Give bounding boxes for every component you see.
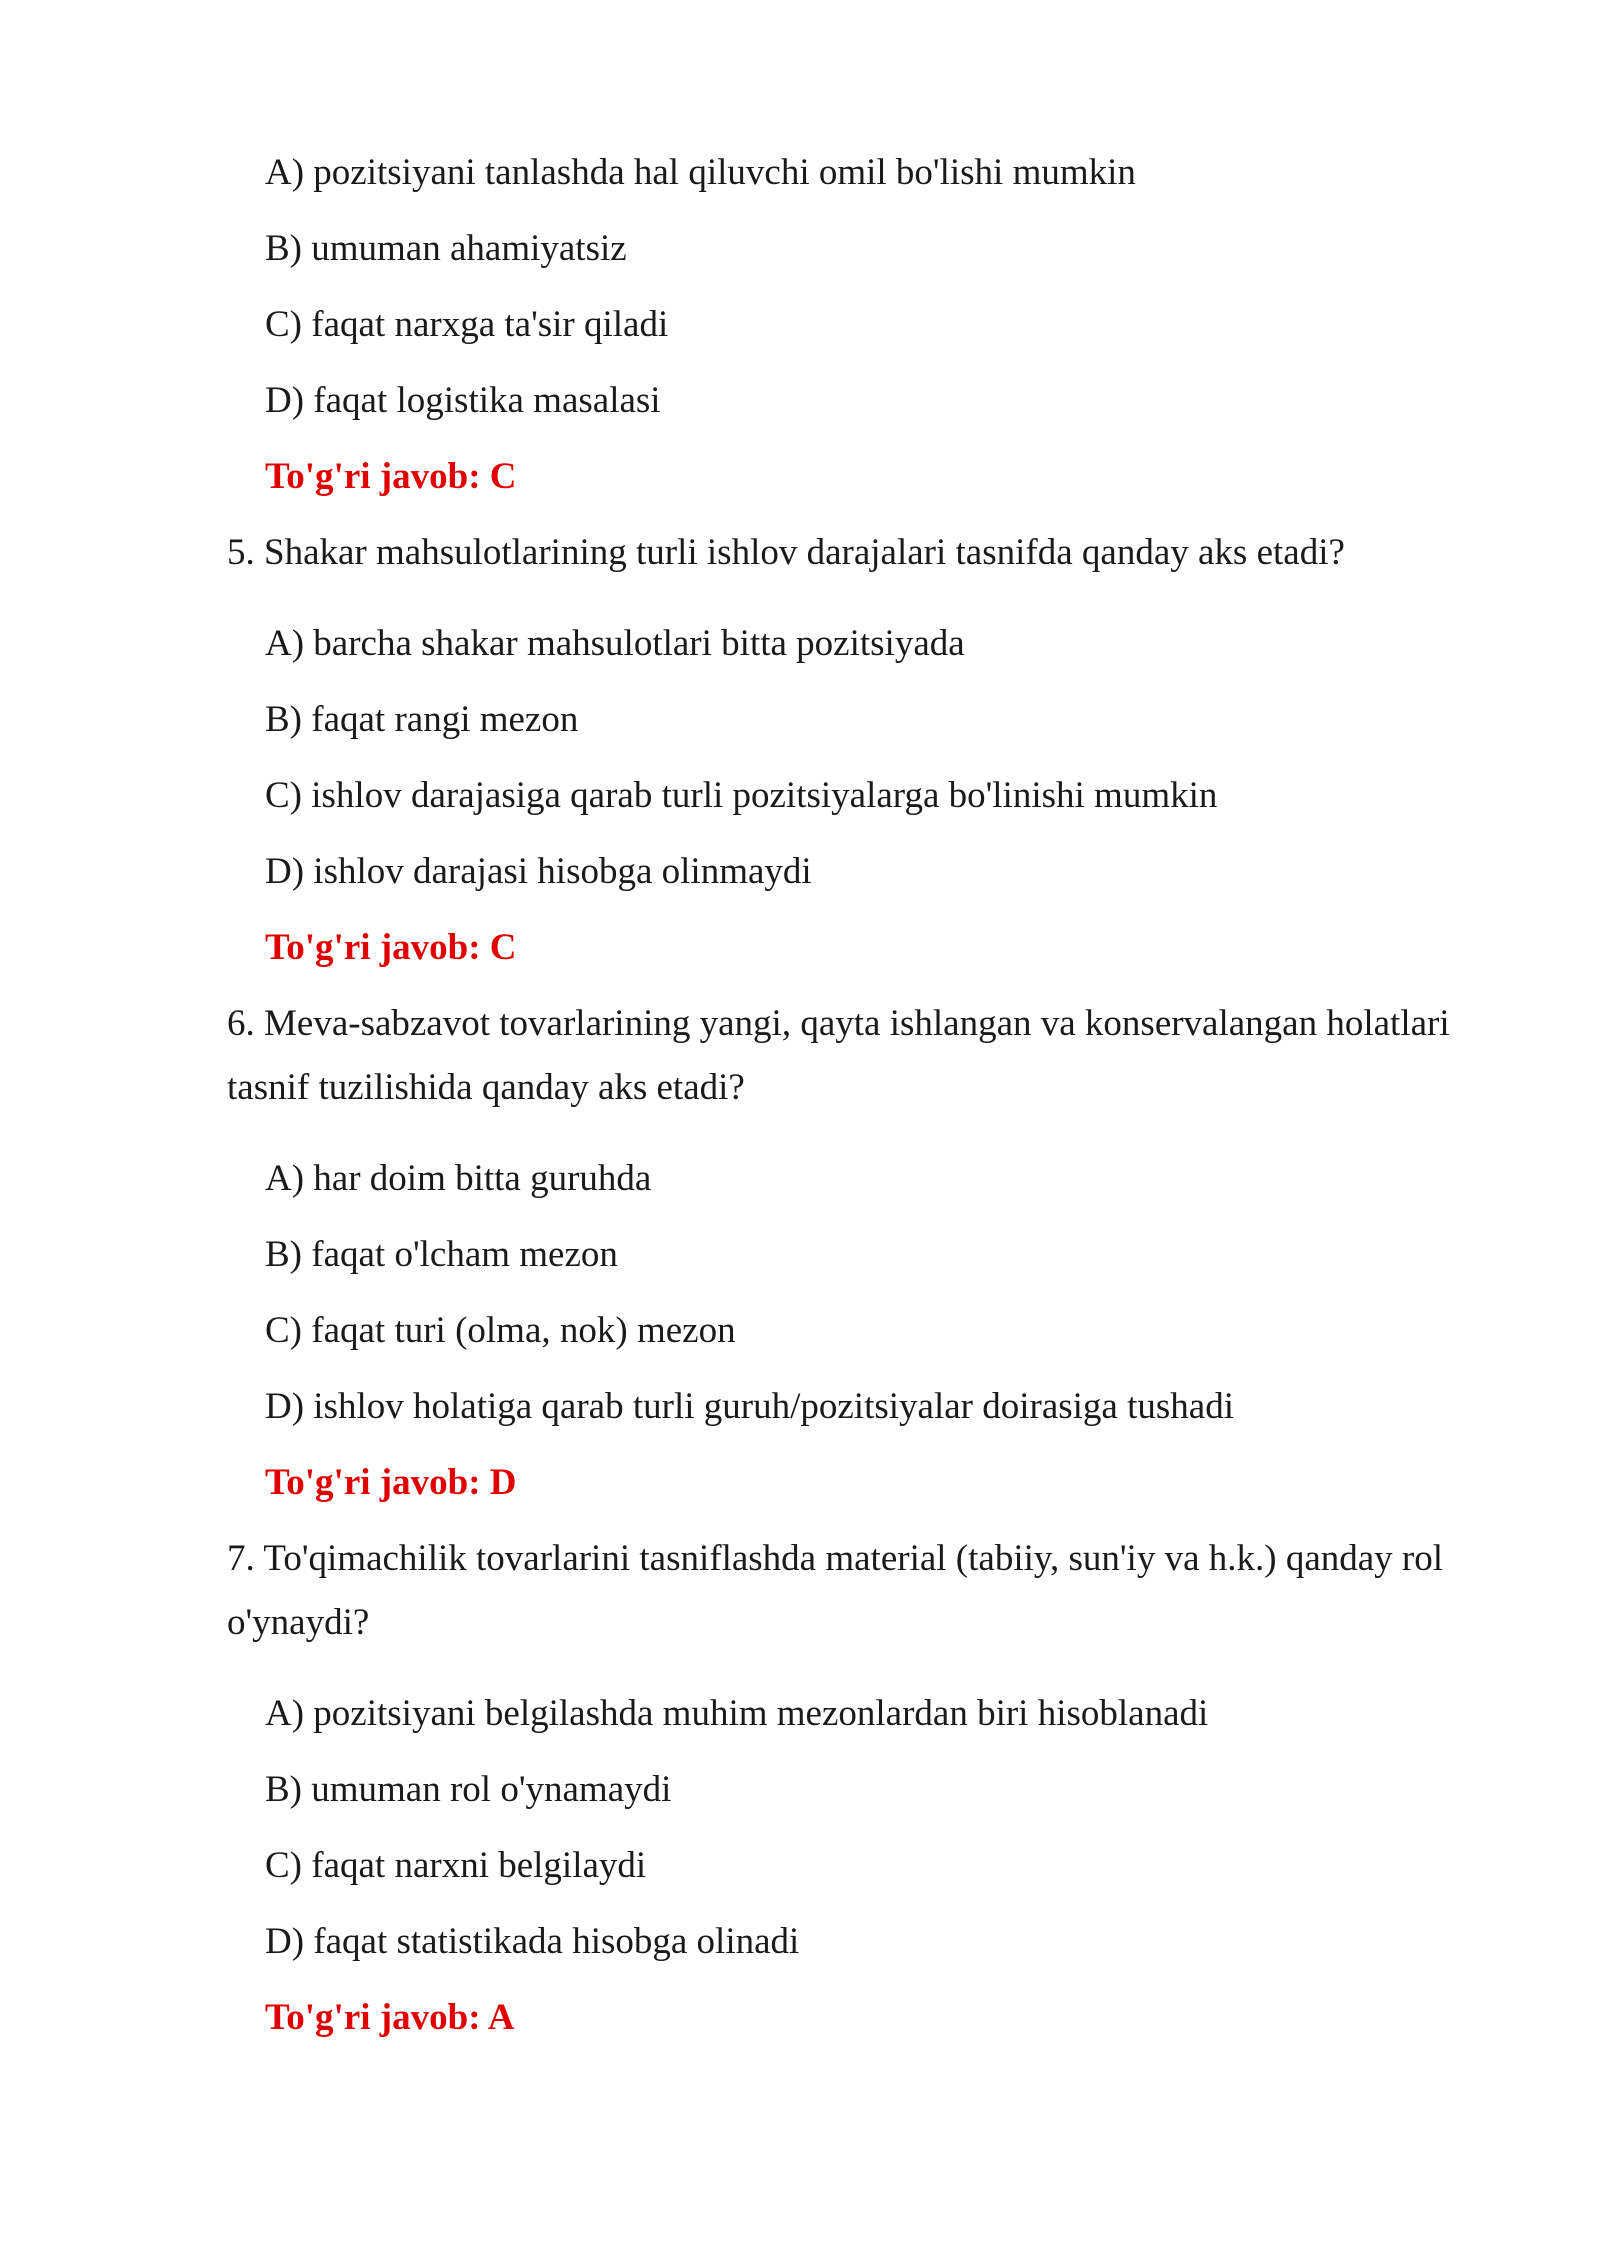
q4-option-b: B) umuman ahamiyatsiz [265,228,627,269]
q4-correct-answer: To'g'ri javob: C [265,456,517,497]
q5-question: 5. Shakar mahsulotlarining turli ishlov darajalari tasnifda qanday aks etadi? [227,532,1345,573]
q6-option-c: C) faqat turi (olma, nok) mezon [265,1310,736,1351]
q7-correct-answer: To'g'ri javob: A [265,1997,515,2038]
q7-option-b: B) umuman rol o'ynamaydi [265,1769,672,1810]
q6-option-d: D) ishlov holatiga qarab turli guruh/pozitsiyalar doirasiga tushadi [265,1386,1234,1427]
q5-option-d: D) ishlov darajasi hisobga olinmaydi [265,851,812,892]
q5-option-c: C) ishlov darajasiga qarab turli pozitsiyalarga bo'linishi mumkin [265,775,1218,816]
q6-correct-answer: To'g'ri javob: D [265,1462,517,1503]
q6-option-a: A) har doim bitta guruhda [265,1158,652,1199]
q5-option-b: B) faqat rangi mezon [265,699,579,740]
q6-option-b: B) faqat o'lcham mezon [265,1234,618,1275]
q5-correct-answer: To'g'ri javob: C [265,927,517,968]
q4-option-a: A) pozitsiyani tanlashda hal qiluvchi omil bo'lishi mumkin [265,152,1136,193]
q7-option-c: C) faqat narxni belgilaydi [265,1845,647,1886]
q7-option-d: D) faqat statistikada hisobga olinadi [265,1921,800,1962]
q4-option-d: D) faqat logistika masalasi [265,380,661,421]
q4-option-c: C) faqat narxga ta'sir qiladi [265,304,669,345]
q6-question-line-1: 6. Meva-sabzavot tovarlarining yangi, qayta ishlangan va konservalangan holatlari [227,1003,1450,1044]
q5-option-a: A) barcha shakar mahsulotlari bitta pozitsiyada [265,623,965,664]
q7-question-line-1: 7. To'qimachilik tovarlarini tasniflashda material (tabiiy, sun'iy va h.k.) qanday rol [227,1538,1444,1579]
q7-option-a: A) pozitsiyani belgilashda muhim mezonlardan biri hisoblanadi [265,1693,1209,1734]
q6-question-line-2: tasnif tuzilishida qanday aks etadi? [227,1067,745,1108]
q7-question-line-2: o'ynaydi? [227,1602,370,1643]
